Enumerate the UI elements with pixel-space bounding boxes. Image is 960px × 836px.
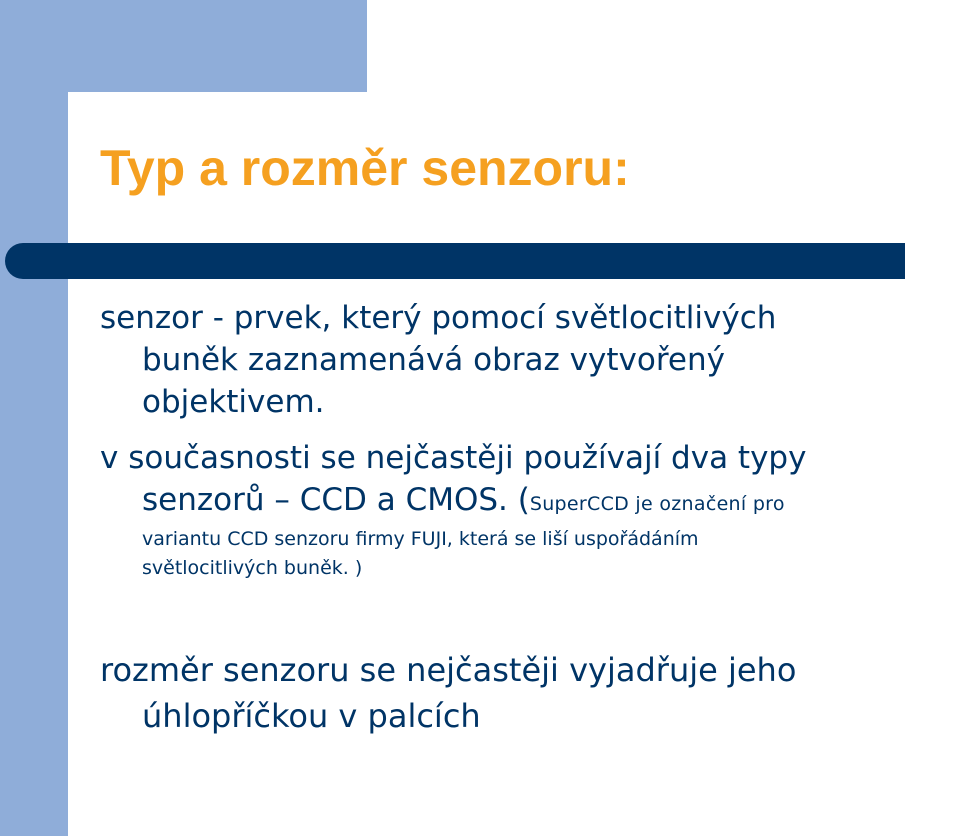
paragraph-sensor-types xyxy=(100,437,806,583)
paragraph-line: senzor - prvek, který pomocí světlocitlivých xyxy=(100,300,777,336)
supercdd-note-text: světlocitlivých buněk. ) xyxy=(142,557,363,579)
paragraph-line xyxy=(100,479,806,525)
sensor-types-text: senzorů – CCD a CMOS. ( xyxy=(142,482,530,518)
paragraph-line: v současnosti se nejčastěji používají dva typy xyxy=(100,440,807,476)
supercdd-note-line xyxy=(100,554,806,583)
top-corner-decoration xyxy=(0,0,367,92)
paragraph-sensor-size xyxy=(100,647,796,739)
paragraph-line: úhlopříčkou v palcích xyxy=(142,697,481,735)
paragraph-line: rozměr senzoru se nejčastěji vyjadřuje jeho xyxy=(100,651,797,689)
slide-title: Typ a rozměr senzoru: xyxy=(100,140,630,196)
supercdd-note-text: variantu CCD senzoru firmy FUJI, která se liší uspořádáním xyxy=(142,528,699,550)
title-divider-bar xyxy=(5,243,905,279)
paragraph-sensor-definition xyxy=(100,297,776,423)
supercdd-note-line xyxy=(100,525,806,554)
supercdd-note: SuperCCD je označení pro xyxy=(529,493,785,515)
paragraph-line: buněk zaznamenává obraz vytvořený xyxy=(142,342,725,378)
sidebar-decoration xyxy=(0,0,68,836)
paragraph-line: objektivem. xyxy=(142,384,325,420)
